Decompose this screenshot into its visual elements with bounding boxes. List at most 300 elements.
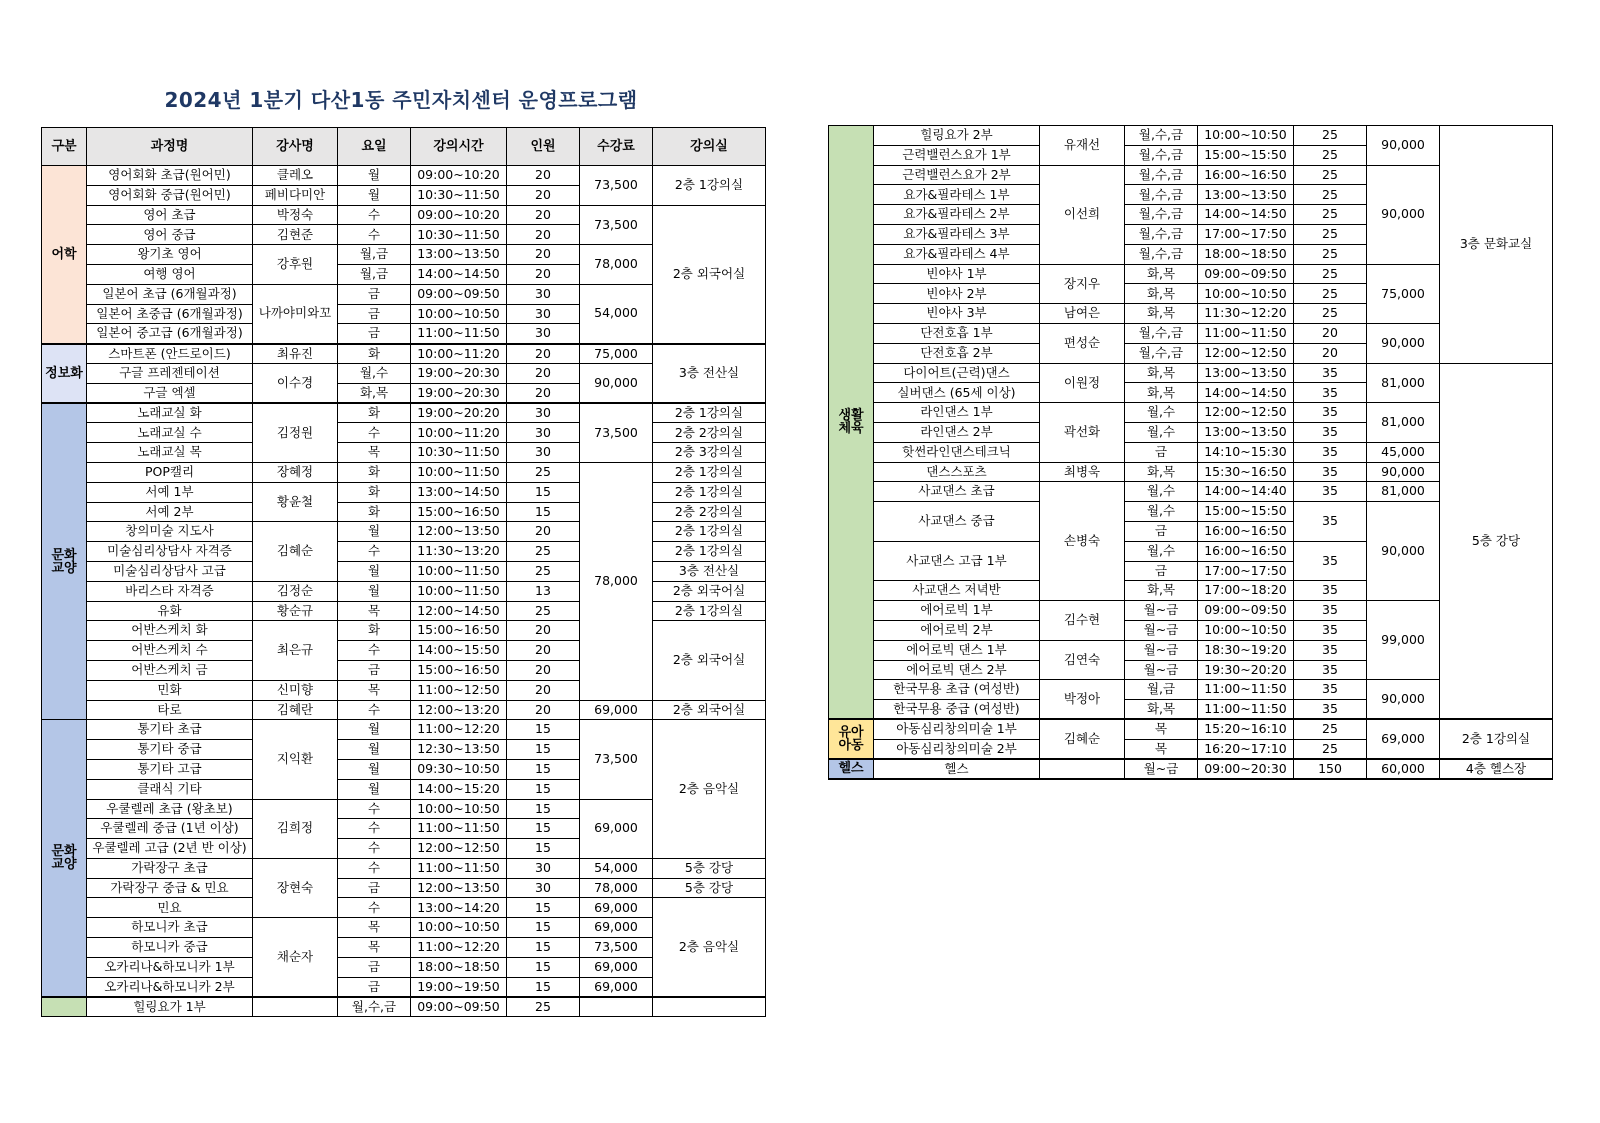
course-name-cell: 요가&필라테스 3부 bbox=[874, 224, 1040, 244]
day-cell: 월 bbox=[338, 759, 411, 779]
fee-cell: 75,000 bbox=[580, 344, 653, 364]
room-cell: 4층 헬스장 bbox=[1440, 759, 1553, 779]
day-cell: 월,수 bbox=[1125, 541, 1198, 561]
instructor-cell: 김수현 bbox=[1040, 601, 1125, 641]
course-name-cell: 민화 bbox=[87, 680, 253, 700]
day-cell: 화,목 bbox=[338, 383, 411, 403]
course-name-cell: 구글 엑셀 bbox=[87, 383, 253, 403]
day-cell: 월,수 bbox=[1125, 502, 1198, 522]
capacity-cell: 35 bbox=[1294, 541, 1367, 581]
day-cell: 수 bbox=[338, 225, 411, 245]
day-cell: 월,수,금 bbox=[1125, 343, 1198, 363]
day-cell: 화,목 bbox=[1125, 264, 1198, 284]
capacity-cell: 15 bbox=[507, 740, 580, 760]
day-cell: 월,수 bbox=[1125, 403, 1198, 423]
instructor-cell: 곽선화 bbox=[1040, 403, 1125, 462]
table-row bbox=[42, 997, 766, 1017]
day-cell: 월,수,금 bbox=[338, 997, 411, 1017]
fee-cell bbox=[580, 997, 653, 1017]
day-cell: 수 bbox=[338, 839, 411, 859]
capacity-cell: 20 bbox=[507, 641, 580, 661]
fee-cell: 54,000 bbox=[580, 284, 653, 343]
fee-cell: 90,000 bbox=[1367, 680, 1440, 720]
time-cell: 10:30~11:50 bbox=[411, 443, 507, 463]
fee-cell: 60,000 bbox=[1367, 759, 1440, 779]
time-cell: 12:30~13:50 bbox=[411, 740, 507, 760]
time-cell: 19:00~19:50 bbox=[411, 977, 507, 997]
day-cell: 화,목 bbox=[1125, 581, 1198, 601]
fee-cell: 90,000 bbox=[580, 363, 653, 403]
time-cell: 13:00~13:50 bbox=[411, 245, 507, 265]
table-row bbox=[42, 205, 766, 225]
capacity-cell: 30 bbox=[507, 324, 580, 344]
day-cell: 월,수 bbox=[338, 363, 411, 383]
capacity-cell: 15 bbox=[507, 819, 580, 839]
capacity-cell: 20 bbox=[507, 225, 580, 245]
time-cell: 15:20~16:10 bbox=[1198, 719, 1294, 739]
category-cell: 유아 아동 bbox=[829, 719, 874, 759]
course-name-cell: 에어로빅 댄스 1부 bbox=[874, 640, 1040, 660]
day-cell: 월,수,금 bbox=[1125, 205, 1198, 225]
time-cell: 13:00~14:50 bbox=[411, 482, 507, 502]
capacity-cell: 20 bbox=[507, 383, 580, 403]
time-cell: 11:00~12:20 bbox=[411, 938, 507, 958]
day-cell: 월,수,금 bbox=[1125, 145, 1198, 165]
time-cell: 10:00~11:50 bbox=[411, 581, 507, 601]
day-cell: 화,목 bbox=[1125, 700, 1198, 720]
table-row bbox=[42, 166, 766, 186]
time-cell: 12:00~13:50 bbox=[411, 522, 507, 542]
instructor-cell bbox=[253, 997, 338, 1017]
fee-cell: 99,000 bbox=[1367, 601, 1440, 680]
capacity-cell: 25 bbox=[1294, 145, 1367, 165]
time-cell: 10:00~11:20 bbox=[411, 344, 507, 364]
table-row bbox=[42, 482, 766, 502]
time-cell: 15:00~15:50 bbox=[1198, 145, 1294, 165]
capacity-cell: 30 bbox=[507, 284, 580, 304]
course-name-cell: 요가&필라테스 2부 bbox=[874, 205, 1040, 225]
category-cell: 정보화 bbox=[42, 344, 87, 403]
time-cell: 10:00~11:50 bbox=[411, 561, 507, 581]
instructor-cell: 김희정 bbox=[253, 799, 338, 858]
day-cell: 화 bbox=[338, 403, 411, 423]
fee-cell: 69,000 bbox=[580, 957, 653, 977]
instructor-cell: 박정아 bbox=[1040, 680, 1125, 720]
fee-cell: 69,000 bbox=[1367, 719, 1440, 759]
table-row bbox=[829, 363, 1553, 383]
capacity-cell: 20 bbox=[507, 363, 580, 383]
course-name-cell: 클래식 기타 bbox=[87, 779, 253, 799]
course-name-cell: 민요 bbox=[87, 898, 253, 918]
day-cell: 금 bbox=[338, 957, 411, 977]
category-cell: 문화 교양 bbox=[42, 720, 87, 997]
time-cell: 09:30~10:50 bbox=[411, 759, 507, 779]
instructor-cell: 김혜란 bbox=[253, 700, 338, 720]
time-cell: 12:00~12:50 bbox=[1198, 343, 1294, 363]
course-name-cell: 오카리나&하모니카 1부 bbox=[87, 957, 253, 977]
instructor-cell: 김연숙 bbox=[1040, 640, 1125, 680]
course-name-cell: 미술심리상담사 고급 bbox=[87, 561, 253, 581]
capacity-cell: 25 bbox=[1294, 126, 1367, 146]
capacity-cell: 25 bbox=[1294, 739, 1367, 759]
time-cell: 16:00~16:50 bbox=[1198, 541, 1294, 561]
course-name-cell: 한국무용 초급 (여성반) bbox=[874, 680, 1040, 700]
time-cell: 10:00~10:50 bbox=[1198, 620, 1294, 640]
fee-cell: 78,000 bbox=[580, 462, 653, 700]
course-name-cell: POP캘리 bbox=[87, 462, 253, 482]
time-cell: 10:30~11:50 bbox=[411, 185, 507, 205]
room-cell: 5층 강당 bbox=[1440, 363, 1553, 719]
time-cell: 11:00~11:50 bbox=[1198, 323, 1294, 343]
time-cell: 19:30~20:20 bbox=[1198, 660, 1294, 680]
course-name-cell: 다이어트(근력)댄스 bbox=[874, 363, 1040, 383]
capacity-cell: 20 bbox=[507, 166, 580, 186]
capacity-cell: 20 bbox=[507, 264, 580, 284]
table-row bbox=[829, 719, 1553, 739]
course-name-cell: 오카리나&하모니카 2부 bbox=[87, 977, 253, 997]
capacity-cell: 25 bbox=[1294, 185, 1367, 205]
time-cell: 13:00~13:50 bbox=[1198, 363, 1294, 383]
day-cell: 수 bbox=[338, 205, 411, 225]
course-name-cell: 여행 영어 bbox=[87, 264, 253, 284]
time-cell: 09:00~09:50 bbox=[411, 284, 507, 304]
capacity-cell: 35 bbox=[1294, 422, 1367, 442]
time-cell: 18:00~18:50 bbox=[411, 957, 507, 977]
day-cell: 수 bbox=[338, 700, 411, 720]
time-cell: 15:00~15:50 bbox=[1198, 502, 1294, 522]
day-cell: 월,수 bbox=[1125, 422, 1198, 442]
capacity-cell: 30 bbox=[507, 423, 580, 443]
room-cell: 3층 전산실 bbox=[653, 561, 766, 581]
fee-cell: 81,000 bbox=[1367, 403, 1440, 443]
room-cell: 2층 외국어실 bbox=[653, 700, 766, 720]
capacity-cell: 15 bbox=[507, 898, 580, 918]
capacity-cell: 150 bbox=[1294, 759, 1367, 779]
capacity-cell: 20 bbox=[507, 205, 580, 225]
course-name-cell: 사교댄스 저녁반 bbox=[874, 581, 1040, 601]
time-cell: 11:00~11:50 bbox=[411, 324, 507, 344]
capacity-cell: 25 bbox=[1294, 284, 1367, 304]
instructor-cell: 강후원 bbox=[253, 245, 338, 285]
schedule-table-right bbox=[828, 125, 1553, 780]
fee-cell: 90,000 bbox=[1367, 126, 1440, 166]
course-name-cell: 어반스케치 화 bbox=[87, 621, 253, 641]
course-name-cell: 우쿨렐레 고급 (2년 반 이상) bbox=[87, 839, 253, 859]
time-cell: 17:00~17:50 bbox=[1198, 224, 1294, 244]
capacity-cell: 25 bbox=[1294, 224, 1367, 244]
day-cell: 월~금 bbox=[1125, 759, 1198, 779]
instructor-cell: 클레오 bbox=[253, 166, 338, 186]
time-cell: 11:00~11:50 bbox=[411, 858, 507, 878]
course-name-cell: 서예 2부 bbox=[87, 502, 253, 522]
fee-cell: 73,500 bbox=[580, 166, 653, 206]
course-name-cell: 어반스케치 수 bbox=[87, 641, 253, 661]
day-cell: 월 bbox=[338, 779, 411, 799]
instructor-cell: 박정숙 bbox=[253, 205, 338, 225]
course-name-cell: 우쿨렐레 초급 (왕초보) bbox=[87, 799, 253, 819]
capacity-cell: 15 bbox=[507, 839, 580, 859]
instructor-cell: 김현준 bbox=[253, 225, 338, 245]
course-name-cell: 라인댄스 2부 bbox=[874, 422, 1040, 442]
day-cell: 월,수,금 bbox=[1125, 126, 1198, 146]
day-cell: 화 bbox=[338, 462, 411, 482]
table-row bbox=[42, 621, 766, 641]
course-name-cell: 한국무용 중급 (여성반) bbox=[874, 700, 1040, 720]
room-cell bbox=[653, 997, 766, 1017]
table-row bbox=[42, 858, 766, 878]
capacity-cell: 20 bbox=[507, 700, 580, 720]
instructor-cell: 이원정 bbox=[1040, 363, 1125, 403]
day-cell: 월,금 bbox=[338, 264, 411, 284]
course-name-cell: 노래교실 수 bbox=[87, 423, 253, 443]
room-cell: 2층 1강의실 bbox=[653, 601, 766, 621]
table-row bbox=[42, 443, 766, 463]
time-cell: 14:00~14:40 bbox=[1198, 482, 1294, 502]
day-cell: 화 bbox=[338, 502, 411, 522]
time-cell: 11:00~11:50 bbox=[411, 819, 507, 839]
header-row bbox=[42, 128, 766, 166]
day-cell: 금 bbox=[338, 284, 411, 304]
time-cell: 09:00~09:50 bbox=[411, 997, 507, 1017]
capacity-cell: 20 bbox=[507, 344, 580, 364]
room-cell: 5층 강당 bbox=[653, 858, 766, 878]
time-cell: 09:00~09:50 bbox=[1198, 601, 1294, 621]
header-course: 과정명 bbox=[87, 128, 253, 166]
course-name-cell: 힐링요가 1부 bbox=[87, 997, 253, 1017]
fee-cell: 54,000 bbox=[580, 858, 653, 878]
header-day: 요일 bbox=[338, 128, 411, 166]
day-cell: 월~금 bbox=[1125, 640, 1198, 660]
course-name-cell: 미술심리상담사 자격증 bbox=[87, 542, 253, 562]
time-cell: 13:00~13:50 bbox=[1198, 422, 1294, 442]
course-name-cell: 영어 초급 bbox=[87, 205, 253, 225]
day-cell: 월 bbox=[338, 166, 411, 186]
time-cell: 11:30~13:20 bbox=[411, 542, 507, 562]
time-cell: 09:00~10:20 bbox=[411, 205, 507, 225]
instructor-cell: 편성순 bbox=[1040, 323, 1125, 363]
time-cell: 15:30~16:50 bbox=[1198, 462, 1294, 482]
instructor-cell: 황순규 bbox=[253, 601, 338, 621]
instructor-cell: 황윤철 bbox=[253, 482, 338, 522]
course-name-cell: 서예 1부 bbox=[87, 482, 253, 502]
capacity-cell: 30 bbox=[507, 858, 580, 878]
course-name-cell: 구글 프레젠테이션 bbox=[87, 363, 253, 383]
capacity-cell: 20 bbox=[507, 245, 580, 265]
course-name-cell: 아동심리창의미술 1부 bbox=[874, 719, 1040, 739]
course-name-cell: 스마트폰 (안드로이드) bbox=[87, 344, 253, 364]
time-cell: 12:00~14:50 bbox=[411, 601, 507, 621]
header-time: 강의시간 bbox=[411, 128, 507, 166]
time-cell: 10:00~11:50 bbox=[411, 462, 507, 482]
capacity-cell: 15 bbox=[507, 977, 580, 997]
instructor-cell: 이수경 bbox=[253, 363, 338, 403]
instructor-cell: 지익환 bbox=[253, 720, 338, 799]
capacity-cell: 15 bbox=[507, 759, 580, 779]
fee-cell: 90,000 bbox=[1367, 165, 1440, 264]
day-cell: 금 bbox=[1125, 561, 1198, 581]
instructor-cell: 김정원 bbox=[253, 403, 338, 462]
capacity-cell: 20 bbox=[507, 185, 580, 205]
table-row bbox=[42, 344, 766, 364]
capacity-cell: 35 bbox=[1294, 442, 1367, 462]
instructor-cell: 장혜정 bbox=[253, 462, 338, 482]
room-cell: 2층 1강의실 bbox=[653, 166, 766, 206]
room-cell: 2층 3강의실 bbox=[653, 443, 766, 463]
capacity-cell: 35 bbox=[1294, 700, 1367, 720]
capacity-cell: 20 bbox=[507, 621, 580, 641]
day-cell: 금 bbox=[338, 977, 411, 997]
header-category: 구분 bbox=[42, 128, 87, 166]
category-cell: 문화 교양 bbox=[42, 403, 87, 720]
room-cell: 2층 1강의실 bbox=[653, 462, 766, 482]
day-cell: 월,수,금 bbox=[1125, 323, 1198, 343]
table-row bbox=[42, 720, 766, 740]
day-cell: 월 bbox=[338, 185, 411, 205]
course-name-cell: 에어로빅 1부 bbox=[874, 601, 1040, 621]
day-cell: 금 bbox=[1125, 442, 1198, 462]
day-cell: 수 bbox=[338, 542, 411, 562]
capacity-cell: 25 bbox=[507, 462, 580, 482]
day-cell: 월~금 bbox=[1125, 601, 1198, 621]
room-cell: 2층 외국어실 bbox=[653, 581, 766, 601]
course-name-cell: 핫썬라인댄스테크닉 bbox=[874, 442, 1040, 462]
day-cell: 화,목 bbox=[1125, 363, 1198, 383]
course-name-cell: 하모니카 중급 bbox=[87, 938, 253, 958]
capacity-cell: 35 bbox=[1294, 383, 1367, 403]
day-cell: 월,수 bbox=[1125, 482, 1198, 502]
time-cell: 14:00~14:50 bbox=[1198, 205, 1294, 225]
day-cell: 수 bbox=[338, 858, 411, 878]
capacity-cell: 15 bbox=[507, 482, 580, 502]
course-name-cell: 힐링요가 2부 bbox=[874, 126, 1040, 146]
day-cell: 목 bbox=[338, 443, 411, 463]
time-cell: 10:00~10:50 bbox=[1198, 126, 1294, 146]
capacity-cell: 30 bbox=[507, 403, 580, 423]
capacity-cell: 15 bbox=[507, 957, 580, 977]
capacity-cell: 25 bbox=[507, 601, 580, 621]
capacity-cell: 25 bbox=[507, 997, 580, 1017]
capacity-cell: 35 bbox=[1294, 620, 1367, 640]
room-cell: 2층 1강의실 bbox=[1440, 719, 1553, 759]
instructor-cell: 장현숙 bbox=[253, 858, 338, 917]
capacity-cell: 35 bbox=[1294, 462, 1367, 482]
capacity-cell: 25 bbox=[1294, 165, 1367, 185]
course-name-cell: 댄스스포츠 bbox=[874, 462, 1040, 482]
room-cell: 2층 외국어실 bbox=[653, 205, 766, 344]
time-cell: 12:00~13:20 bbox=[411, 700, 507, 720]
course-name-cell: 영어회화 중급(원어민) bbox=[87, 185, 253, 205]
day-cell: 수 bbox=[338, 423, 411, 443]
course-name-cell: 통기타 초급 bbox=[87, 720, 253, 740]
day-cell: 월,수,금 bbox=[1125, 165, 1198, 185]
capacity-cell: 20 bbox=[507, 522, 580, 542]
capacity-cell: 35 bbox=[1294, 660, 1367, 680]
course-name-cell: 단전호흡 2부 bbox=[874, 343, 1040, 363]
time-cell: 12:00~12:50 bbox=[411, 839, 507, 859]
day-cell: 월~금 bbox=[1125, 660, 1198, 680]
table-row bbox=[42, 561, 766, 581]
course-name-cell: 사교댄스 중급 bbox=[874, 502, 1040, 542]
table-row bbox=[42, 581, 766, 601]
fee-cell: 73,500 bbox=[580, 720, 653, 799]
day-cell: 목 bbox=[338, 601, 411, 621]
time-cell: 11:00~11:50 bbox=[1198, 680, 1294, 700]
day-cell: 화,목 bbox=[1125, 383, 1198, 403]
fee-cell: 81,000 bbox=[1367, 482, 1440, 502]
course-name-cell: 빈야사 1부 bbox=[874, 264, 1040, 284]
course-name-cell: 실버댄스 (65세 이상) bbox=[874, 383, 1040, 403]
capacity-cell: 15 bbox=[507, 799, 580, 819]
day-cell: 월 bbox=[338, 522, 411, 542]
day-cell: 목 bbox=[338, 938, 411, 958]
time-cell: 11:00~12:20 bbox=[411, 720, 507, 740]
instructor-cell: 이선희 bbox=[1040, 165, 1125, 264]
time-cell: 10:00~11:20 bbox=[411, 423, 507, 443]
day-cell: 금 bbox=[1125, 521, 1198, 541]
instructor-cell bbox=[1040, 759, 1125, 779]
capacity-cell: 15 bbox=[507, 720, 580, 740]
table-row bbox=[42, 403, 766, 423]
time-cell: 19:00~20:30 bbox=[411, 383, 507, 403]
schedule-table-left bbox=[41, 127, 766, 1017]
capacity-cell: 35 bbox=[1294, 482, 1367, 502]
capacity-cell: 25 bbox=[1294, 264, 1367, 284]
time-cell: 13:00~14:20 bbox=[411, 898, 507, 918]
room-cell: 3층 전산실 bbox=[653, 344, 766, 403]
category-cell bbox=[42, 997, 87, 1017]
time-cell: 09:00~10:20 bbox=[411, 166, 507, 186]
room-cell: 2층 외국어실 bbox=[653, 621, 766, 700]
capacity-cell: 25 bbox=[1294, 719, 1367, 739]
capacity-cell: 25 bbox=[507, 561, 580, 581]
time-cell: 17:00~18:20 bbox=[1198, 581, 1294, 601]
table-row bbox=[42, 522, 766, 542]
instructor-cell: 김정순 bbox=[253, 581, 338, 601]
day-cell: 월,수,금 bbox=[1125, 224, 1198, 244]
day-cell: 월 bbox=[338, 720, 411, 740]
time-cell: 18:00~18:50 bbox=[1198, 244, 1294, 264]
course-name-cell: 영어 중급 bbox=[87, 225, 253, 245]
instructor-cell: 남여은 bbox=[1040, 304, 1125, 324]
capacity-cell: 25 bbox=[1294, 304, 1367, 324]
day-cell: 화 bbox=[338, 482, 411, 502]
day-cell: 목 bbox=[338, 680, 411, 700]
capacity-cell: 35 bbox=[1294, 601, 1367, 621]
room-cell: 3층 문화교실 bbox=[1440, 126, 1553, 364]
course-name-cell: 바리스타 자격증 bbox=[87, 581, 253, 601]
time-cell: 17:00~17:50 bbox=[1198, 561, 1294, 581]
course-name-cell: 영어회화 초급(원어민) bbox=[87, 166, 253, 186]
page-title: 2024년 1분기 다산1동 주민자치센터 운영프로그램 bbox=[164, 88, 638, 112]
instructor-cell: 장지우 bbox=[1040, 264, 1125, 304]
time-cell: 16:20~17:10 bbox=[1198, 739, 1294, 759]
table-row bbox=[42, 878, 766, 898]
time-cell: 14:00~14:50 bbox=[411, 264, 507, 284]
day-cell: 금 bbox=[338, 324, 411, 344]
instructor-cell: 신미향 bbox=[253, 680, 338, 700]
capacity-cell: 30 bbox=[507, 878, 580, 898]
room-cell: 2층 1강의실 bbox=[653, 522, 766, 542]
day-cell: 월 bbox=[338, 740, 411, 760]
capacity-cell: 35 bbox=[1294, 680, 1367, 700]
course-name-cell: 하모니카 초급 bbox=[87, 918, 253, 938]
instructor-cell: 최유진 bbox=[253, 344, 338, 364]
fee-cell: 75,000 bbox=[1367, 264, 1440, 323]
time-cell: 16:00~16:50 bbox=[1198, 521, 1294, 541]
fee-cell: 90,000 bbox=[1367, 462, 1440, 482]
day-cell: 월~금 bbox=[1125, 620, 1198, 640]
room-cell: 2층 1강의실 bbox=[653, 403, 766, 423]
